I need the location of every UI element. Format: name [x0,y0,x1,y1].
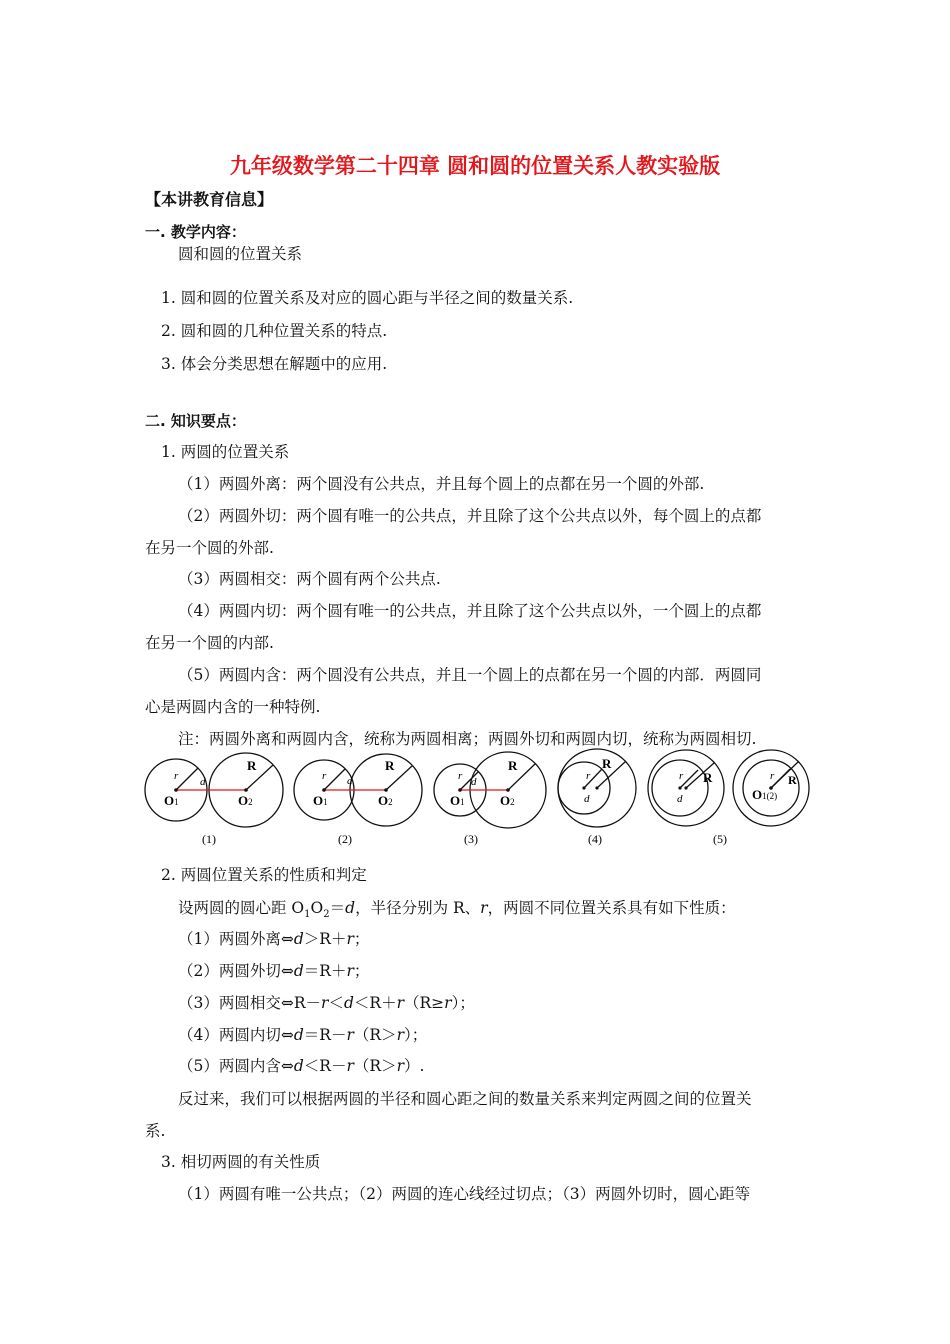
sub1-heading: 1. 两圆的位置关系 [161,443,290,461]
converse-text-b: 系. [145,1122,166,1140]
fig1-r-label: r [174,770,179,782]
fig2-R-label: R [385,758,395,773]
sub2-intro: 设两圆的圆心距 $O_1O_2=d$，半径分别为 R、r，两圆不同位置关系具有如下性质： [178,899,736,921]
case-5-text-b: 心是两圆内含的一种特例. [145,698,321,716]
case-4-text-b: 在另一个圆的内部. [145,634,274,652]
fig2-O1-label: O1 [313,793,328,808]
case-2-text-b: 在另一个圆的外部. [145,539,274,557]
fig1-d-label: d [200,776,206,788]
fig1-O1-label: O1 [164,793,179,808]
fig1-small-radius [176,768,198,790]
fig3-R-label: R [508,758,518,773]
circle-relations-figure [140,748,820,853]
fig5-caption: (5) [713,832,727,846]
fig4-d-label: d [584,793,590,805]
sub2-heading: 2. 两圆位置关系的性质和判定 [161,866,367,884]
property-4: （4）两圆内切⇔d＝R－r（R＞r）； [178,1026,428,1044]
part1-topic: 圆和圆的位置关系 [178,245,303,263]
fig2-d-label: d [347,775,353,787]
converse-text-a: 反过来，我们可以根据两圆的半径和圆心距之间的数量关系来判定两圆之间的位置关 [178,1090,752,1108]
case-4-text-a: （4）两圆内切：两个圆有唯一的公共点，并且除了这个公共点以外，一个圆上的点都 [178,602,762,620]
case-2-text-a: （2）两圆外切：两个圆有唯一的公共点，并且除了这个公共点以外，每个圆上的点都 [178,507,762,525]
sub3-heading: 3. 相切两圆的有关性质 [161,1153,321,1171]
fig2-O2-label: O2 [378,793,393,808]
part2-heading: 二. 知识要点： [145,412,246,430]
case-1-text: （1）两圆外离：两个圆没有公共点，并且每个圆上的点都在另一个圆的外部. [178,475,705,493]
section-header: 【本讲教育信息】 [145,190,274,209]
fig5a-r-label: r [679,770,684,782]
fig3-d-label: d [471,776,477,788]
fig5a-d-label: d [677,793,683,805]
fig5b-O12-label: O1(2) [752,787,778,802]
property-1: （1）两圆外离⇔d＞R＋r； [178,930,370,948]
fig1-R-label: R [247,758,257,773]
part1-item-1: 1. 圆和圆的位置关系及对应的圆心距与半径之间的数量关系. [161,289,574,307]
document-title: 九年级数学第二十四章 圆和圆的位置关系人教实验版 [229,154,721,178]
fig4-caption: (4) [588,832,602,846]
note-text: 注：两圆外离和两圆内含，统称为两圆相离；两圆外切和两圆内切，统称为两圆相切. [178,730,757,748]
property-3: （3）两圆相交⇔R－r＜d＜R＋r（R≥r）； [178,994,475,1012]
fig3-r-label: r [458,770,463,782]
fig3-O2-label: O2 [500,793,515,808]
fig2-r-label: r [322,770,327,782]
fig2-caption: (2) [338,832,352,846]
fig4-R-label: R [602,756,612,771]
fig4-r-label: r [586,770,591,782]
part1-heading: 一. 教学内容： [145,223,246,241]
fig5b-r-label: r [770,770,775,782]
part1-item-2: 2. 圆和圆的几种位置关系的特点. [161,322,388,340]
sub3-line-1: （1）两圆有唯一公共点；（2）两圆的连心线经过切点；（3）两圆外切时，圆心距等 [178,1185,751,1203]
fig3-O1-label: O1 [450,793,465,808]
property-5: （5）两圆内含⇔d＜R－r（R＞r）. [178,1057,425,1075]
fig1-O2-label: O2 [238,793,253,808]
fig2-small-radius [324,769,345,790]
fig5b-R-label: R [788,773,797,787]
circle-relations-svg [140,748,820,853]
part1-item-3: 3. 体会分类思想在解题中的应用. [161,355,388,373]
property-2: （2）两圆外切⇔d＝R＋r； [178,962,370,980]
fig1-caption: (1) [202,832,216,846]
fig5a-R-label: R [703,770,713,785]
case-5-text-a: （5）两圆内含：两个圆没有公共点，并且一个圆上的点都在另一个圆的内部．两圆同 [178,666,762,684]
fig3-caption: (3) [464,832,478,846]
case-3-text: （3）两圆相交：两个圆有两个公共点. [178,570,441,588]
